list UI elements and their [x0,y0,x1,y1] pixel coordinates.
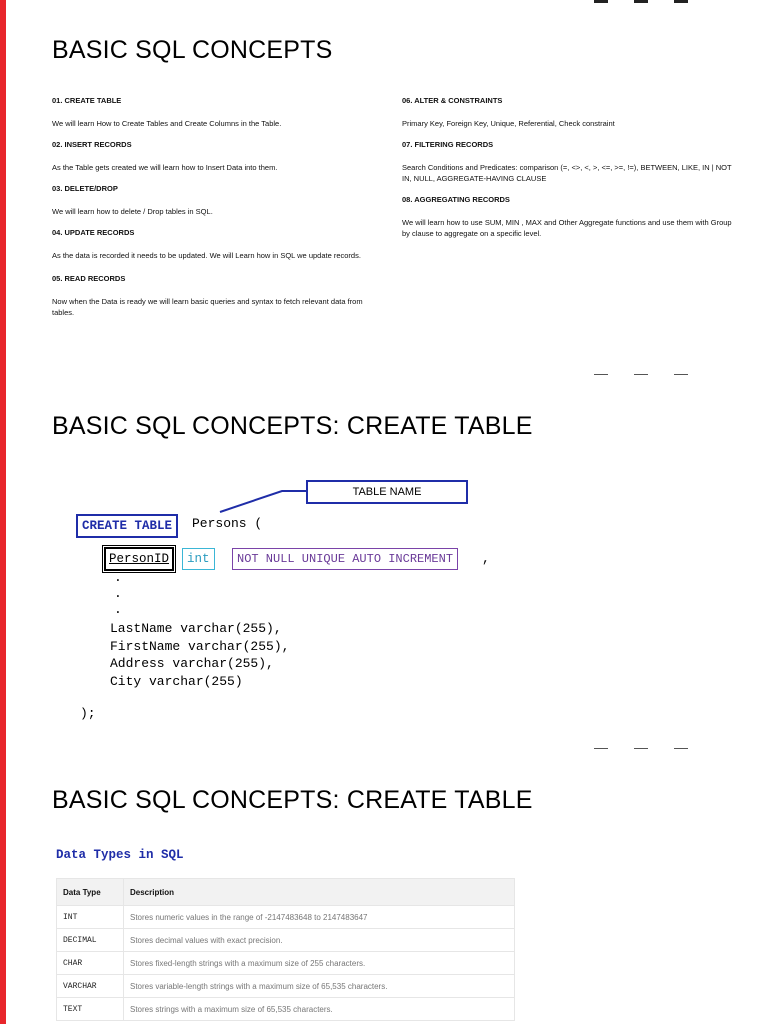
topic-description: Search Conditions and Predicates: comparison (=, <>, <, >, <=, >=, !=), BETWEEN, LIKE, IN | NOT IN, NULL, AGGREGATE-HAVING CLAUSE [402,163,732,183]
topic-heading: 03. DELETE/DROP [52,184,118,193]
topic-heading: 06. ALTER & CONSTRAINTS [402,96,503,105]
slide-title [52,786,533,815]
topic-description: Primary Key, Foreign Key, Unique, Referential, Check constraint [402,119,615,128]
constraints-box: NOT NULL UNIQUE AUTO INCREMENT [232,548,458,570]
table-name-callout: TABLE NAME [306,480,468,504]
slide-corner-decoration [594,748,688,749]
code-dot: . [114,570,122,585]
create-table-keyword: CREATE TABLE [76,514,178,538]
description-cell: Stores variable-length strings with a maximum size of 65,535 characters. [124,975,515,998]
column-definition: Address varchar(255), [110,656,274,671]
data-type-cell: CHAR [57,952,124,975]
topic-description: We will learn how to use SUM, MIN , MAX and Other Aggregate functions and use them with Group by clause to aggregate on a specific level. [402,218,732,238]
topic-heading: 04. UPDATE RECORDS [52,228,135,237]
title-prefix: BASIC SQL CONCEPTS: [52,412,347,440]
code-ellipsis [114,570,122,618]
topic-section [52,184,382,217]
topic-description: As the Table gets created we will learn how to Insert Data into them. [52,163,278,172]
topics-right-column [402,96,732,250]
table-row [57,929,515,952]
topic-section [402,140,732,184]
connector-line [220,491,306,512]
table-row [57,952,515,975]
table-row [57,975,515,998]
topic-heading: 08. AGGREGATING RECORDS [402,195,510,204]
topic-description: We will learn how to delete / Drop tables in SQL. [52,207,213,216]
code-dot: . [114,602,122,617]
table-header-row [57,879,515,906]
column-name: PersonID [109,552,170,566]
column-header: Data Type [57,879,124,906]
topic-description: As the data is recorded it needs to be updated. We will Learn how in SQL we update records. [52,251,361,260]
topic-heading: 05. READ RECORDS [52,274,126,283]
topic-section [52,140,382,173]
description-cell: Stores fixed-length strings with a maximum size of 255 characters. [124,952,515,975]
topic-description: Now when the Data is ready we will learn basic queries and syntax to fetch relevant data from tables. [52,297,363,317]
topic-heading: 07. FILTERING RECORDS [402,140,494,149]
topic-section [52,96,382,129]
column-name-box [104,547,174,571]
description-cell: Stores strings with a maximum size of 65,535 characters. [124,998,515,1021]
topic-heading: 01. CREATE TABLE [52,96,122,105]
slide-corner-decoration [594,0,688,3]
data-type-cell: INT [57,906,124,929]
table-row [57,998,515,1021]
title-prefix: BASIC SQL CONCEPTS: [52,786,347,814]
table-name-code: Persons ( [192,516,263,531]
topic-section [402,195,732,239]
topics-left-column [52,96,382,329]
title-emphasis: CREATE TABLE [346,412,533,440]
topic-description: We will learn How to Create Tables and Create Columns in the Table. [52,119,282,128]
data-type-cell: DECIMAL [57,929,124,952]
data-types-table [56,878,515,1021]
table-row [57,906,515,929]
topic-section [402,96,732,129]
slide-overview [6,0,768,372]
column-definitions [110,620,289,690]
topic-section [52,274,382,318]
column-header: Description [124,879,515,906]
data-type-cell: TEXT [57,998,124,1021]
code-dot: . [114,586,122,601]
data-types-heading: Data Types in SQL [56,848,184,862]
topic-heading: 02. INSERT RECORDS [52,140,132,149]
data-type-box: int [182,548,215,570]
title-emphasis: CREATE TABLE [346,786,533,814]
code-comma: , [482,551,490,566]
description-cell: Stores numeric values in the range of -2147483648 to 2147483647 [124,906,515,929]
code-closing: ); [80,706,96,721]
slide-create-table-syntax [6,374,768,746]
description-cell: Stores decimal values with exact precision. [124,929,515,952]
topic-section [52,228,382,261]
column-definition: LastName varchar(255), [110,621,282,636]
column-definition: FirstName varchar(255), [110,638,290,654]
slide-title: BASIC SQL CONCEPTS [52,36,333,64]
slide-data-types [6,748,768,1024]
data-type-cell: VARCHAR [57,975,124,998]
column-definition: City varchar(255) [110,673,243,689]
